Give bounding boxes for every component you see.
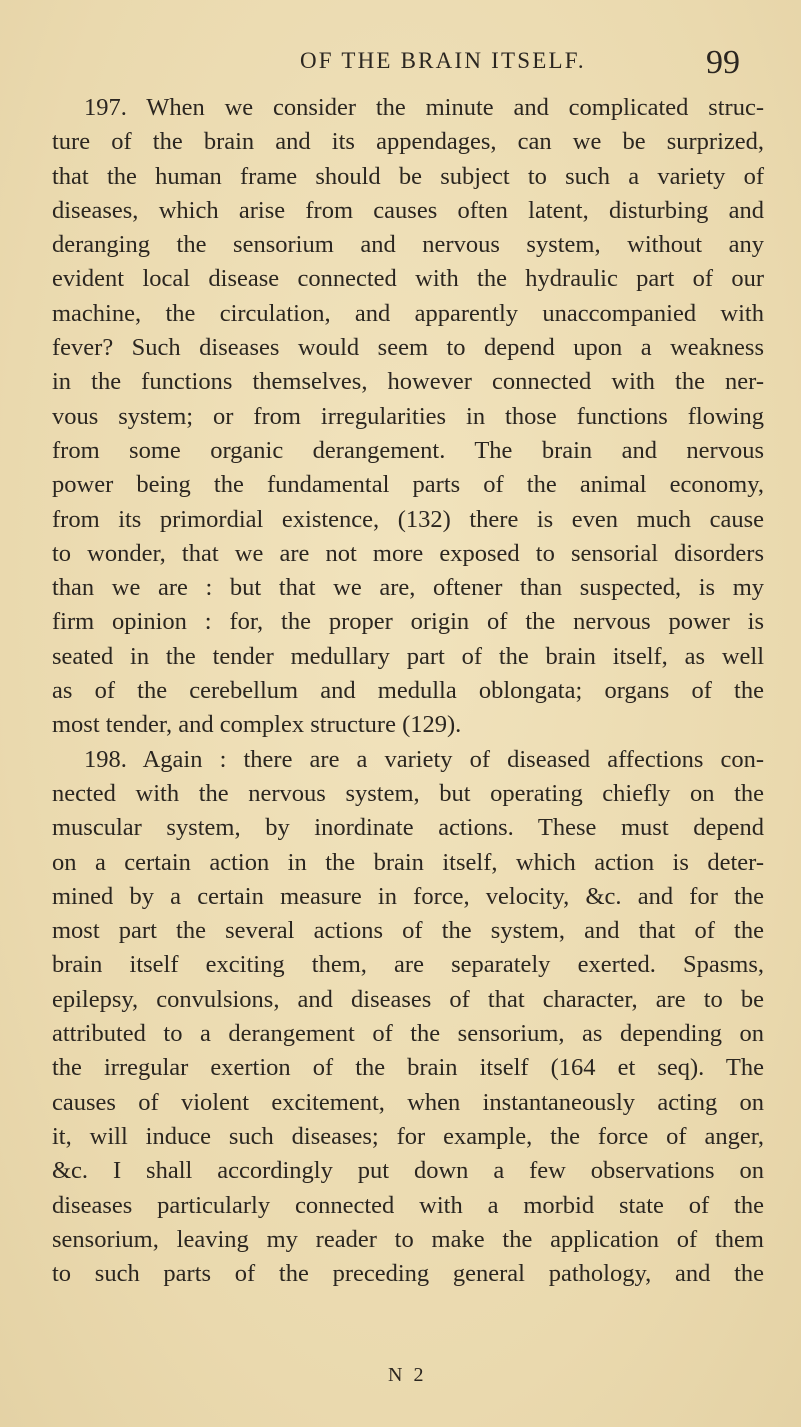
paragraph-line: vous system; or from irregularities in those functions flowing bbox=[52, 402, 764, 430]
paragraph-line: most part the several actions of the system, and that of the bbox=[52, 917, 764, 945]
page-number: 99 bbox=[706, 44, 740, 81]
paragraph-line: causes of violent excitement, when instantaneously acting on bbox=[52, 1088, 764, 1116]
signature-mark: N 2 bbox=[388, 1364, 427, 1386]
paragraph-line: fever? Such diseases would seem to depend upon a weakness bbox=[52, 334, 764, 362]
paragraph-line: epilepsy, convulsions, and diseases of that character, are to be bbox=[52, 985, 764, 1013]
paragraph-last-line: most tender, and complex structure (129). bbox=[52, 711, 462, 739]
paragraph-line: as of the cerebellum and medulla oblongata; organs of the bbox=[52, 677, 764, 705]
paragraph-line: power being the fundamental parts of the animal economy, bbox=[52, 471, 764, 499]
paragraph-line: to such parts of the preceding general pathology, and the bbox=[52, 1260, 764, 1288]
paragraph-line: than we are : but that we are, oftener than suspected, is my bbox=[52, 574, 764, 602]
paragraph-line: machine, the circulation, and apparently unaccompanied with bbox=[52, 299, 764, 327]
paragraph-line: to wonder, that we are not more exposed to sensorial disorders bbox=[52, 539, 764, 567]
paragraph-line: diseases particularly connected with a morbid state of the bbox=[52, 1191, 764, 1219]
paragraph-line: diseases, which arise from causes often latent, disturbing and bbox=[52, 196, 764, 224]
running-title: OF THE BRAIN ITSELF. bbox=[300, 48, 586, 73]
paragraph-line: firm opinion : for, the proper origin of the nervous power is bbox=[52, 608, 764, 636]
paragraph-line: on a certain action in the brain itself, which action is deter- bbox=[52, 848, 764, 876]
body-text bbox=[52, 91, 764, 1291]
paragraph-line: from its primordial existence, (132) there is even much cause bbox=[52, 505, 764, 533]
paragraph-line: from some organic derangement. The brain and nervous bbox=[52, 436, 764, 464]
paragraph-line: the irregular exertion of the brain itself (164 et seq). The bbox=[52, 1054, 764, 1082]
paragraph-line: &c. I shall accordingly put down a few observations on bbox=[52, 1157, 764, 1185]
paragraph-line: it, will induce such diseases; for example, the force of anger, bbox=[52, 1122, 764, 1150]
paragraph-line: deranging the sensorium and nervous system, without any bbox=[52, 231, 764, 259]
running-head bbox=[0, 44, 801, 84]
paragraph-line: nected with the nervous system, but operating chiefly on the bbox=[52, 779, 764, 807]
paragraph-line: 198. Again : there are a variety of diseased affections con- bbox=[84, 745, 764, 773]
paragraph-line: in the functions themselves, however connected with the ner- bbox=[52, 368, 764, 396]
paragraph-line: ture of the brain and its appendages, can we be surprized, bbox=[52, 128, 764, 156]
paragraph-line: attributed to a derangement of the sensorium, as depending on bbox=[52, 1020, 764, 1048]
paragraph-line: seated in the tender medullary part of the brain itself, as well bbox=[52, 642, 764, 670]
paragraph-line: that the human frame should be subject to such a variety of bbox=[52, 162, 764, 190]
paragraph-line: mined by a certain measure in force, velocity, &c. and for the bbox=[52, 882, 764, 910]
paragraph-line: sensorium, leaving my reader to make the application of them bbox=[52, 1225, 764, 1253]
paragraph-line: muscular system, by inordinate actions. These must depend bbox=[52, 814, 764, 842]
paragraph-line: brain itself exciting them, are separately exerted. Spasms, bbox=[52, 951, 764, 979]
paragraph-line: 197. When we consider the minute and complicated struc- bbox=[84, 94, 764, 121]
paragraph-line: evident local disease connected with the hydraulic part of our bbox=[52, 265, 764, 293]
